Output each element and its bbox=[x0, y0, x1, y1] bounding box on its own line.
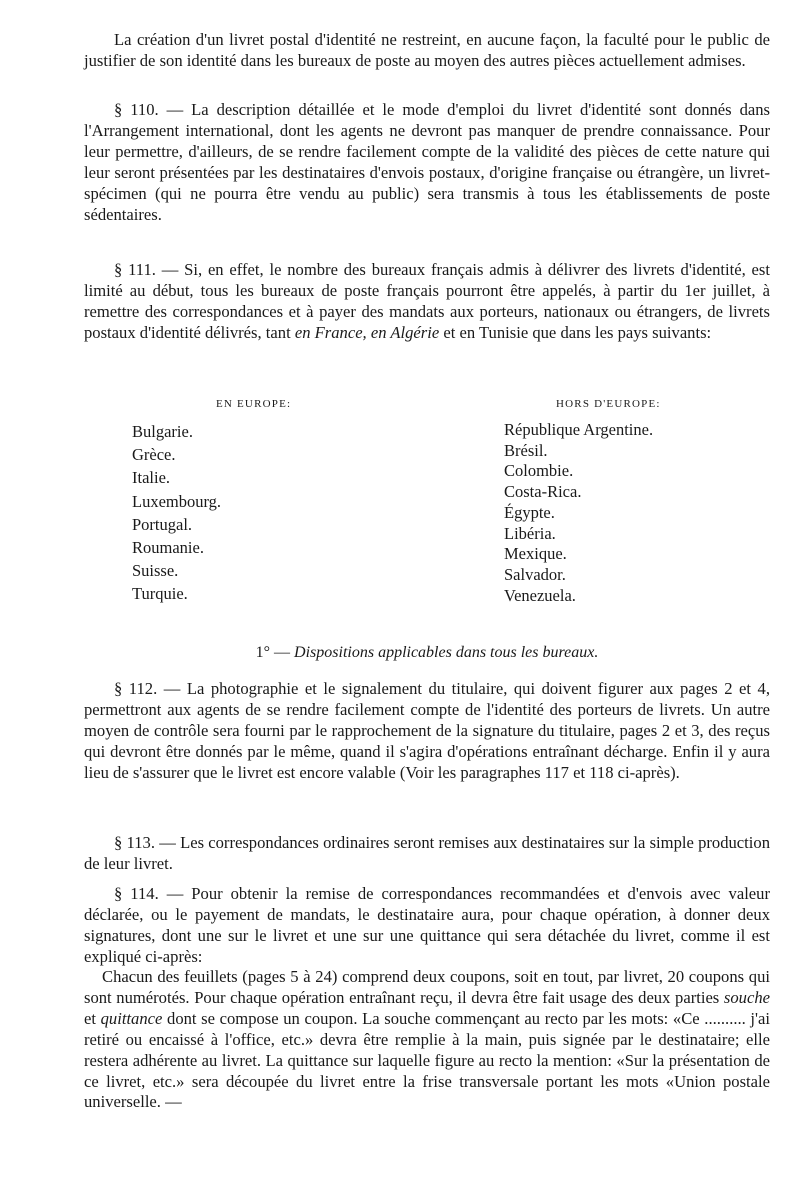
paragraph-111-text-b: et en Tunisie que dans les pays suivants: bbox=[439, 322, 712, 342]
section-112 bbox=[84, 679, 770, 784]
list-item: Costa-Rica. bbox=[504, 482, 582, 502]
section-114 bbox=[84, 884, 770, 968]
intro-paragraph: La création d'un livret postal d'identité ne restreint, en aucune façon, la faculté pour le public de justifier de son identité dans les bureaux de poste au moyen des autres pièces actuellement admises. bbox=[84, 30, 770, 70]
list-item: République Argentine. bbox=[504, 420, 654, 439]
list-item: Grèce. bbox=[132, 445, 176, 465]
subheading-title: Dispositions applicables dans tous les bureaux. bbox=[294, 644, 599, 661]
europe-list bbox=[132, 420, 291, 606]
section-coupons bbox=[84, 967, 770, 1113]
list-item: Bulgarie. bbox=[132, 422, 193, 441]
section-111 bbox=[84, 260, 770, 344]
coupons-emphasis-quittance: quittance bbox=[100, 1008, 163, 1028]
subheading-number: 1° — bbox=[255, 644, 291, 661]
list-item: Colombie. bbox=[504, 461, 574, 481]
list-item: Libéria. bbox=[504, 523, 556, 543]
section-110 bbox=[84, 100, 770, 225]
europe-heading: EN EUROPE: bbox=[216, 398, 292, 410]
hors-europe-column bbox=[504, 398, 661, 606]
coupons-emphasis-souche: souche bbox=[723, 987, 770, 1007]
list-item: Mexique. bbox=[504, 544, 567, 564]
europe-column bbox=[132, 398, 291, 606]
paragraph-110: § 110. — La description détaillée et le mode d'emploi du livret d'identité sont donnés dans l'Arrangement international, dont les agents ne devront pas manquer de prendre connaissance. Pour leur permettre, d'ailleurs, de se rendre facilement compte de la validité des pièces de cette nature qui leur seront présentées par les destinataires d'envois postaux, d'origine française ou étrangère, un livret-spécimen (qui ne pourra être vendu au public) sera transmis à tous les établissements de poste sédentaires. bbox=[84, 100, 770, 224]
list-item: Luxembourg. bbox=[132, 491, 222, 511]
coupons-text-b: dont se compose un coupon. La souche commençant au recto par les mots: «Ce .......... j'ai retiré ou encaissé à l'office, etc.» devra être remplie à la main, puis signée par le destinataire; elle restera adhérente au livret. La quittance sur laquelle figure au recto la mention: «Sur la présentation de ce livret, etc.» sera découpée du livret entre la frise transversale portant les mots «Union postale universelle. — bbox=[84, 1008, 771, 1112]
list-item: Salvador. bbox=[504, 564, 566, 584]
list-item: Suisse. bbox=[132, 561, 179, 581]
hors-europe-list bbox=[504, 420, 661, 606]
paragraph-114: § 114. — Pour obtenir la remise de correspondances recommandées et d'envois avec valeur déclarée, ou le payement de mandats, le destinataire aura, pour chaque opération, à donner deux signatures, dont une sur le livret et une sur une quittance qui sera détachée du livret, comme il est expliqué ci-après: bbox=[84, 884, 770, 966]
section-subheading bbox=[84, 644, 770, 662]
section-113 bbox=[84, 833, 770, 875]
coupons-text-a: Chacun des feuillets (pages 5 à 24) comprend deux coupons, soit en tout, par livret, 20 coupons qui sont numérotés. Pour chaque opération entraînant reçu, il devra être fait usage des deux parties bbox=[84, 967, 770, 1007]
paragraph-111-text-a: § 111. — Si, en effet, le nombre des bureaux français admis à délivrer des livrets d'identité, est limité au début, tous les bureaux de poste français pourront être appelés, à partir du 1er juillet, à remettre des correspondances et à payer des mandats aux porteurs, nationaux ou étrangers, de livrets postaux d'identité délivrés, tant bbox=[84, 260, 770, 342]
coupons-text-mid: et bbox=[84, 1008, 101, 1028]
paragraph-111-emphasis: en France, en Algérie bbox=[294, 322, 440, 342]
list-item: Portugal. bbox=[132, 514, 193, 534]
list-item: Égypte. bbox=[504, 502, 555, 522]
paragraph-coupons bbox=[84, 967, 770, 1113]
intro-section bbox=[84, 30, 770, 72]
paragraph-112: § 112. — La photographie et le signalement du titulaire, qui doivent figurer aux pages 2 et 4, permettront aux agents de se rendre facilement compte de l'identité des porteurs de livrets. Un autre moyen de contrôle sera fourni par le rapprochement de la signature du titulaire, pages 2 et 3, des reçus qui devront être donnés par le même, quand il s'agira d'opérations entraînant décharge. Enfin il y aura lieu de s'assurer que le livret est encore valable (Voir les paragraphes 117 et 118 ci-après). bbox=[84, 679, 770, 782]
paragraph-111 bbox=[84, 260, 770, 344]
paragraph-113: § 113. — Les correspondances ordinaires seront remises aux destinataires sur la simple production de leur livret. bbox=[84, 833, 770, 873]
list-item: Roumanie. bbox=[132, 538, 204, 558]
hors-europe-heading: HORS D'EUROPE: bbox=[556, 398, 661, 410]
list-item: Brésil. bbox=[504, 440, 548, 460]
list-item: Turquie. bbox=[132, 584, 188, 604]
list-item: Venezuela. bbox=[504, 585, 576, 605]
list-item: Italie. bbox=[132, 468, 171, 488]
